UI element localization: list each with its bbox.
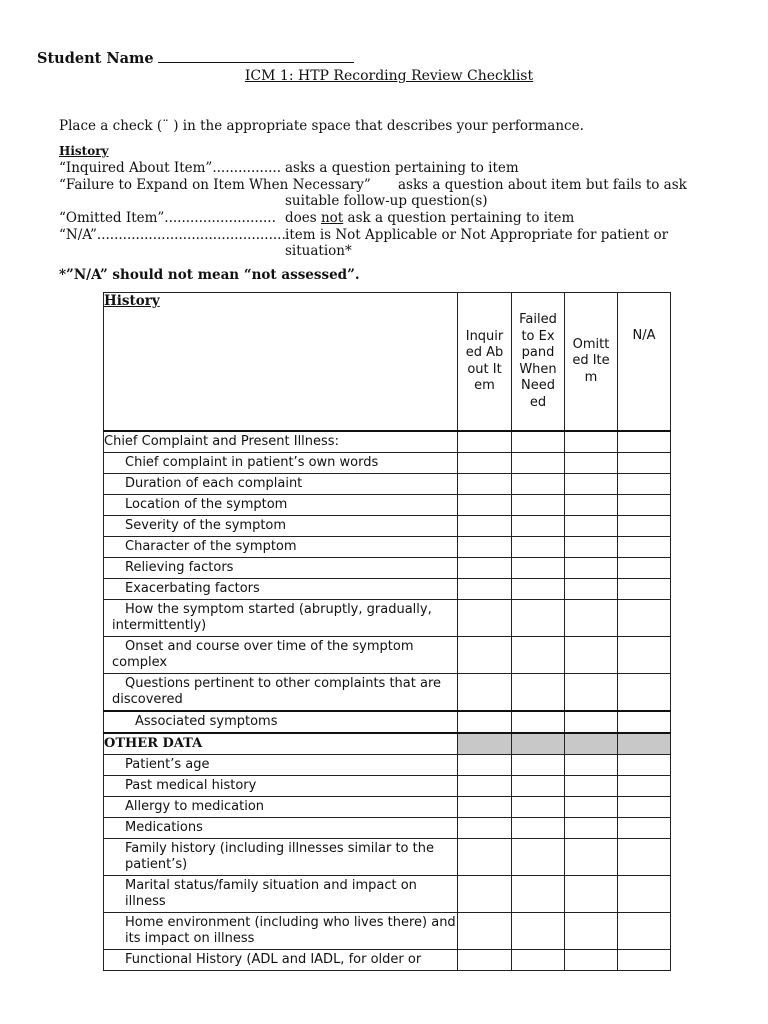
- table-row: [104, 711, 671, 733]
- inquired-checkbox-cell[interactable]: [458, 797, 512, 818]
- na-checkbox-cell[interactable]: [618, 839, 671, 876]
- na-checkbox-cell[interactable]: [618, 876, 671, 913]
- page-title: ICM 1: HTP Recording Review Checklist: [244, 68, 534, 84]
- na-checkbox-cell[interactable]: [618, 431, 671, 453]
- legend-heading: History: [59, 144, 109, 158]
- table-row: [104, 839, 671, 876]
- table-row: [104, 537, 671, 558]
- omitted-checkbox-cell[interactable]: [565, 474, 618, 495]
- table-row: [104, 913, 671, 950]
- row-label: Allergy to medication: [104, 797, 458, 818]
- failed-to-expand-checkbox-cell[interactable]: [512, 474, 565, 495]
- history-column-header: History: [104, 293, 458, 432]
- inquired-checkbox-cell[interactable]: [458, 755, 512, 776]
- na-checkbox-cell[interactable]: [618, 776, 671, 797]
- row-label: Location of the symptom: [104, 495, 458, 516]
- omitted-checkbox-cell: [565, 733, 618, 755]
- omitted-checkbox-cell[interactable]: [565, 818, 618, 839]
- omitted-checkbox-cell[interactable]: [565, 776, 618, 797]
- row-label: Medications: [104, 818, 458, 839]
- inquired-checkbox-cell[interactable]: [458, 637, 512, 674]
- column-failed-to-expand: Failed to Expand When Needed: [512, 293, 565, 432]
- table-row: [104, 733, 671, 755]
- column-omitted: Omitted Item: [565, 293, 618, 432]
- table-row: [104, 579, 671, 600]
- row-label: How the symptom started (abruptly, gradually, intermittently): [104, 600, 458, 637]
- na-checkbox-cell[interactable]: [618, 495, 671, 516]
- table-row: [104, 453, 671, 474]
- failed-to-expand-checkbox-cell[interactable]: [512, 516, 565, 537]
- na-checkbox-cell[interactable]: [618, 711, 671, 733]
- failed-to-expand-checkbox-cell[interactable]: [512, 558, 565, 579]
- table-row: [104, 876, 671, 913]
- instructions: Place a check (¨ ) in the appropriate space that describes your performance.: [59, 118, 584, 134]
- table-row: [104, 474, 671, 495]
- failed-to-expand-checkbox-cell[interactable]: [512, 913, 565, 950]
- omitted-checkbox-cell[interactable]: [565, 950, 618, 971]
- inquired-checkbox-cell[interactable]: [458, 600, 512, 637]
- na-checkbox-cell: [618, 733, 671, 755]
- inquired-checkbox-cell[interactable]: [458, 495, 512, 516]
- row-label: Character of the symptom: [104, 537, 458, 558]
- inquired-checkbox-cell: [458, 733, 512, 755]
- failed-to-expand-checkbox-cell[interactable]: [512, 755, 565, 776]
- table-row: [104, 431, 671, 453]
- failed-to-expand-checkbox-cell[interactable]: [512, 431, 565, 453]
- na-checkbox-cell[interactable]: [618, 537, 671, 558]
- omitted-checkbox-cell[interactable]: [565, 876, 618, 913]
- inquired-checkbox-cell[interactable]: [458, 453, 512, 474]
- failed-to-expand-checkbox-cell[interactable]: [512, 711, 565, 733]
- table-row: [104, 674, 671, 712]
- omitted-checkbox-cell[interactable]: [565, 755, 618, 776]
- failed-to-expand-checkbox-cell[interactable]: [512, 600, 565, 637]
- na-checkbox-cell[interactable]: [618, 950, 671, 971]
- omitted-checkbox-cell[interactable]: [565, 797, 618, 818]
- na-checkbox-cell[interactable]: [618, 797, 671, 818]
- table-row: [104, 600, 671, 637]
- row-label: Functional History (ADL and IADL, for older or: [104, 950, 458, 971]
- failed-to-expand-checkbox-cell[interactable]: [512, 537, 565, 558]
- na-checkbox-cell[interactable]: [618, 755, 671, 776]
- failed-to-expand-checkbox-cell[interactable]: [512, 797, 565, 818]
- inquired-checkbox-cell[interactable]: [458, 950, 512, 971]
- row-label: OTHER DATA: [104, 733, 458, 755]
- table-row: [104, 797, 671, 818]
- na-note: *”N/A” should not mean “not assessed”.: [59, 267, 360, 283]
- na-checkbox-cell[interactable]: [618, 474, 671, 495]
- row-label: Associated symptoms: [104, 711, 458, 733]
- failed-to-expand-checkbox-cell[interactable]: [512, 453, 565, 474]
- omitted-checkbox-cell[interactable]: [565, 711, 618, 733]
- inquired-checkbox-cell[interactable]: [458, 537, 512, 558]
- omitted-checkbox-cell[interactable]: [565, 637, 618, 674]
- table-row: [104, 755, 671, 776]
- na-checkbox-cell[interactable]: [618, 913, 671, 950]
- failed-to-expand-checkbox-cell[interactable]: [512, 776, 565, 797]
- table-row: [104, 818, 671, 839]
- student-name-label: Student Name: [37, 50, 354, 67]
- na-checkbox-cell[interactable]: [618, 558, 671, 579]
- inquired-checkbox-cell[interactable]: [458, 913, 512, 950]
- checklist-rows: [104, 431, 671, 971]
- table-row: [104, 637, 671, 674]
- inquired-checkbox-cell[interactable]: [458, 776, 512, 797]
- inquired-checkbox-cell[interactable]: [458, 711, 512, 733]
- table-row: [104, 776, 671, 797]
- failed-to-expand-checkbox-cell[interactable]: [512, 950, 565, 971]
- inquired-checkbox-cell[interactable]: [458, 558, 512, 579]
- omitted-checkbox-cell[interactable]: [565, 431, 618, 453]
- checklist-table: [103, 292, 671, 971]
- omitted-checkbox-cell[interactable]: [565, 674, 618, 712]
- omitted-checkbox-cell[interactable]: [565, 495, 618, 516]
- na-checkbox-cell[interactable]: [618, 516, 671, 537]
- failed-to-expand-checkbox-cell[interactable]: [512, 579, 565, 600]
- row-label: Home environment (including who lives there) and its impact on illness: [104, 913, 458, 950]
- table-row: [104, 516, 671, 537]
- failed-to-expand-checkbox-cell[interactable]: [512, 839, 565, 876]
- inquired-checkbox-cell[interactable]: [458, 818, 512, 839]
- inquired-checkbox-cell[interactable]: [458, 579, 512, 600]
- omitted-checkbox-cell[interactable]: [565, 453, 618, 474]
- na-checkbox-cell[interactable]: [618, 674, 671, 712]
- omitted-checkbox-cell[interactable]: [565, 839, 618, 876]
- row-label: Past medical history: [104, 776, 458, 797]
- failed-to-expand-checkbox-cell[interactable]: [512, 495, 565, 516]
- na-checkbox-cell[interactable]: [618, 579, 671, 600]
- row-label: Questions pertinent to other complaints that are discovered: [104, 674, 458, 712]
- table-row: [104, 558, 671, 579]
- inquired-checkbox-cell[interactable]: [458, 431, 512, 453]
- row-label: Marital status/family situation and impact on illness: [104, 876, 458, 913]
- omitted-checkbox-cell[interactable]: [565, 558, 618, 579]
- na-checkbox-cell[interactable]: [618, 818, 671, 839]
- failed-to-expand-checkbox-cell[interactable]: [512, 674, 565, 712]
- row-label: Exacerbating factors: [104, 579, 458, 600]
- row-label: Onset and course over time of the symptom complex: [104, 637, 458, 674]
- failed-to-expand-checkbox-cell[interactable]: [512, 818, 565, 839]
- row-label: Chief Complaint and Present Illness:: [104, 431, 458, 453]
- na-checkbox-cell[interactable]: [618, 600, 671, 637]
- column-na: N/A: [618, 293, 671, 432]
- inquired-checkbox-cell[interactable]: [458, 876, 512, 913]
- row-label: Family history (including illnesses similar to the patient’s): [104, 839, 458, 876]
- table-row: [104, 950, 671, 971]
- row-label: Chief complaint in patient’s own words: [104, 453, 458, 474]
- row-label: Relieving factors: [104, 558, 458, 579]
- student-name-field[interactable]: [158, 50, 354, 63]
- inquired-checkbox-cell[interactable]: [458, 474, 512, 495]
- row-label: Patient’s age: [104, 755, 458, 776]
- column-inquired: Inquired About Item: [458, 293, 512, 432]
- table-row: [104, 495, 671, 516]
- failed-to-expand-checkbox-cell: [512, 733, 565, 755]
- omitted-checkbox-cell[interactable]: [565, 600, 618, 637]
- inquired-checkbox-cell[interactable]: [458, 516, 512, 537]
- failed-to-expand-checkbox-cell[interactable]: [512, 876, 565, 913]
- row-label: Duration of each complaint: [104, 474, 458, 495]
- table-header-row: [104, 293, 671, 432]
- na-checkbox-cell[interactable]: [618, 453, 671, 474]
- inquired-checkbox-cell[interactable]: [458, 839, 512, 876]
- failed-to-expand-checkbox-cell[interactable]: [512, 637, 565, 674]
- omitted-checkbox-cell[interactable]: [565, 537, 618, 558]
- row-label: Severity of the symptom: [104, 516, 458, 537]
- inquired-checkbox-cell[interactable]: [458, 674, 512, 712]
- omitted-checkbox-cell[interactable]: [565, 579, 618, 600]
- omitted-checkbox-cell[interactable]: [565, 516, 618, 537]
- na-checkbox-cell[interactable]: [618, 637, 671, 674]
- omitted-checkbox-cell[interactable]: [565, 913, 618, 950]
